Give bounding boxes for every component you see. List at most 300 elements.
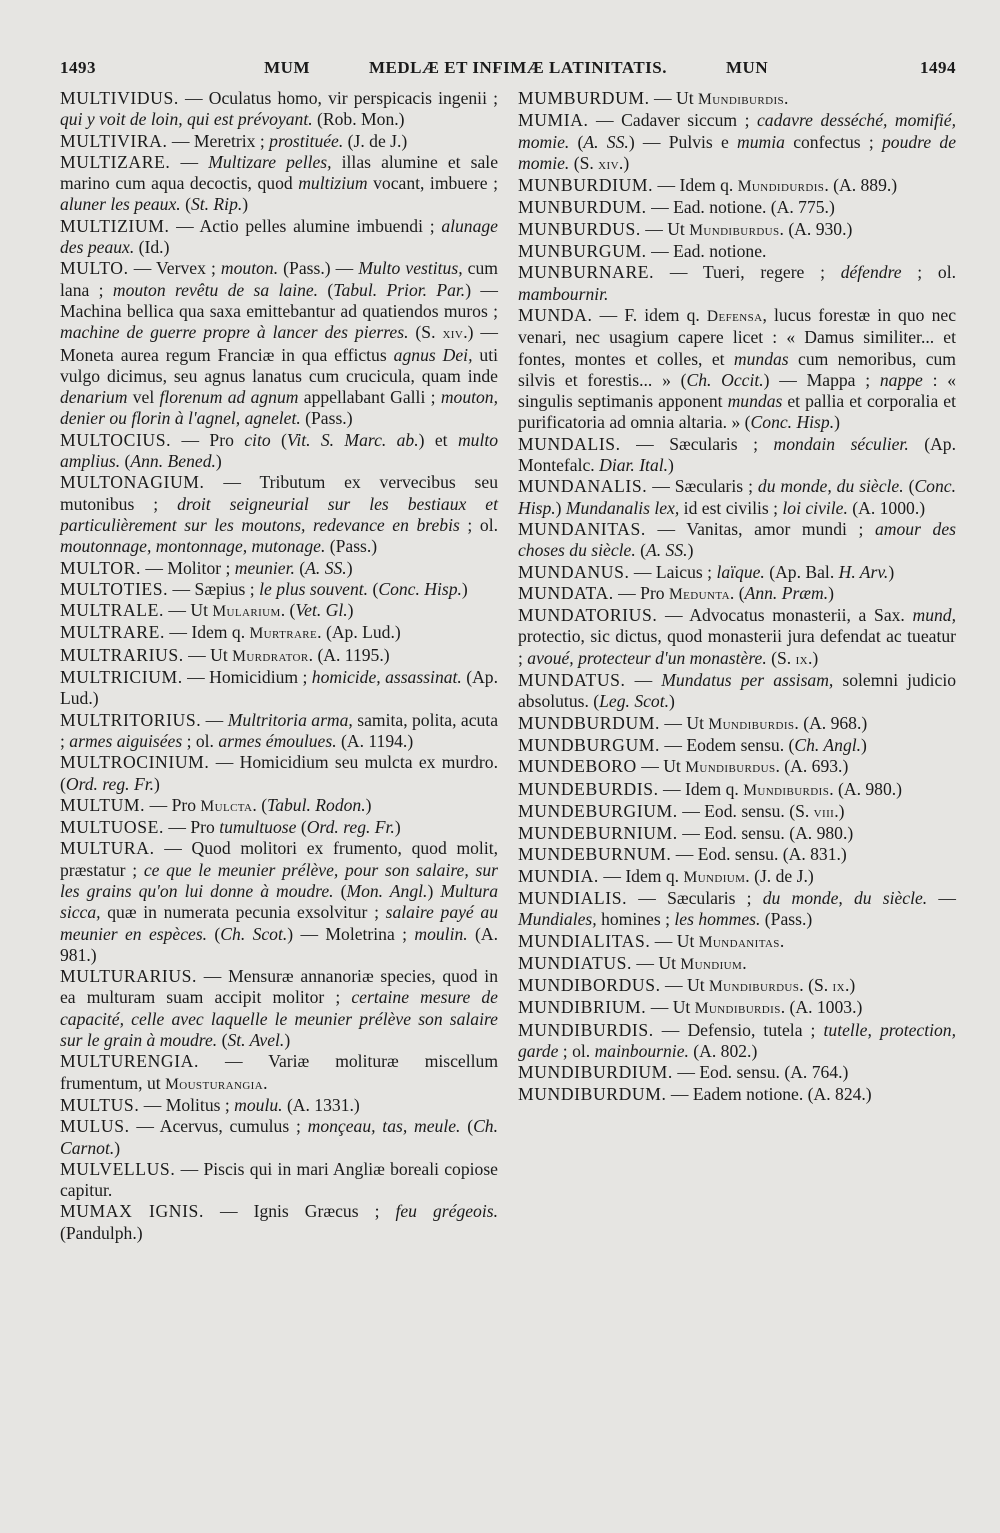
entry-headword: MUNDIATUS. (518, 952, 633, 973)
dictionary-entry (518, 476, 956, 519)
entry-text: ) (861, 734, 867, 755)
right-guide-word: MUN (726, 58, 769, 77)
entry-text: — Homicidium seu mulcta ex murdro. ( (60, 752, 498, 794)
entry-text: ) (242, 194, 249, 215)
gloss-italic: Ord. reg. Fr. (306, 817, 395, 838)
entry-text: . (779, 930, 785, 951)
entry-headword: MULUS. (60, 1116, 130, 1137)
entry-text: ( (180, 194, 191, 215)
dictionary-entry (518, 562, 956, 583)
entry-text: illas alumine et sale marino cum aqua decoctis, quod (60, 151, 499, 194)
cross-reference: Mundiburdis (694, 1000, 781, 1018)
entry-text: — Homicidium ; (182, 667, 312, 688)
entry-text: (J. de J.) (343, 130, 408, 151)
gloss-italic: poudre de momie. (518, 131, 957, 173)
entry-text: , lucus forestæ in quo nec venari, nec usagium capere licet : « Damus similiter... et fontes, montes et colles, et (518, 304, 957, 369)
entry-text: — Acervus, cumulus ; (129, 1116, 308, 1137)
gloss-italic: multizium (298, 173, 368, 194)
entry-text: (Rob. Mon.) (312, 109, 405, 130)
entry-headword: MULTROCINIUM. (60, 752, 210, 773)
gloss-italic: du monde, du siècle. (762, 887, 928, 908)
entry-text: . (A. 1003.) (780, 997, 863, 1018)
dictionary-entry (518, 605, 956, 670)
dictionary-entry (518, 670, 956, 713)
gloss-italic: Ch. Carnot. (60, 1116, 498, 1158)
gloss-italic: tutelle, protection, garde (518, 1019, 957, 1062)
gloss-italic: A. SS. (583, 131, 629, 152)
cross-reference: Mundiburdis (708, 715, 795, 733)
entry-text: — Ut (636, 756, 686, 777)
dictionary-entry (60, 579, 498, 600)
gloss-italic: meunier. (234, 557, 295, 578)
entry-text: — Idem q. (653, 175, 738, 196)
entry-text: ) (114, 1137, 121, 1158)
entry-text: ( (207, 923, 221, 944)
gloss-italic: loi civile. (782, 497, 848, 518)
cross-reference: Mulcta (200, 797, 253, 815)
dictionary-entry (60, 1159, 498, 1202)
entry-text: — Meretrix ; (167, 130, 270, 151)
dictionary-entry (518, 583, 956, 605)
gloss-italic: A. SS. (305, 557, 347, 578)
dictionary-entry (518, 779, 956, 801)
entry-headword: MUNDANUS. (518, 561, 630, 582)
dictionary-entry (518, 713, 956, 735)
cross-reference: Mousturangia (165, 1075, 264, 1093)
entry-text: — Quod molitori ex frumento, quod molit, præstatur ; (60, 838, 498, 880)
gloss-italic: H. Arv. (838, 561, 889, 582)
gloss-italic: moulin. (414, 923, 468, 944)
entry-text: ) (888, 561, 895, 582)
entry-headword: MUNDIBURDIS. (518, 1019, 654, 1040)
gloss-italic: salaire payé au meunier en espèces. (60, 902, 498, 944)
entry-text: ) et (418, 429, 458, 450)
entry-headword: MUNBURDUM. (518, 197, 647, 218)
entry-text: . (S. (799, 975, 833, 996)
entry-text: — Ut (632, 952, 681, 973)
entry-text: ) (427, 880, 441, 901)
entry-text: . (A. 889.) (824, 175, 898, 196)
page-title: MEDLÆ ET INFIMÆ LATINITATIS. (368, 58, 667, 77)
entry-text: — (170, 151, 209, 172)
gloss-italic: Ann. Bened. (130, 451, 216, 472)
gloss-italic: certaine mesure de capacité, celle avec laquelle le meunier prélève son salaire sur le grain à moudre. (60, 987, 498, 1051)
entry-headword: MUNDEBURGIUM. (518, 800, 678, 821)
cross-reference: Mundanitas (698, 933, 780, 951)
entry-text: . (J. de J.) (745, 865, 814, 886)
gloss-italic: nappe (879, 369, 923, 390)
entry-text: ( (120, 451, 131, 472)
gloss-italic: mundas (727, 391, 783, 412)
cross-reference: Mundiburdis (698, 91, 785, 108)
entry-headword: MULTUM. (60, 794, 146, 815)
dictionary-entry (60, 838, 498, 966)
entry-text: ( (294, 557, 306, 578)
entry-text: — Defensio, tutela ; (653, 1019, 824, 1040)
dictionary-entry (518, 262, 956, 305)
entry-text: — Mensuræ annanoriæ species, quod in ea multuram suam accipit molitor ; (60, 966, 498, 1008)
gloss-italic: Multura sicca, (60, 880, 499, 923)
entry-text: — Ut (649, 88, 699, 108)
entry-headword: MUNBURNARE. (518, 262, 655, 283)
entry-headword: MUNDATA. (518, 582, 614, 603)
gloss-italic: machine de guerre propre à lancer des pierres. (60, 322, 409, 343)
gloss-italic: florenum ad agnum (159, 387, 299, 408)
entry-text: ) — Moletrina ; (287, 923, 415, 944)
dictionary-entry (60, 258, 498, 429)
two-column-body (60, 88, 956, 1244)
dictionary-entry (518, 1084, 956, 1105)
gloss-italic: droit seigneurial sur les bestiaux et particulièrement sur les moutons, redevance en brebis (60, 493, 498, 535)
entry-text: ( (460, 1116, 474, 1137)
entry-text: (Id.) (134, 237, 170, 258)
left-page-number: 1493 (60, 58, 96, 77)
entry-text: — Eod. sensu. (A. 764.) (672, 1062, 849, 1083)
gloss-italic: agnus Dei, (393, 344, 473, 365)
entry-text: . ( (252, 794, 268, 815)
entry-text: samita, polita, acuta ; (60, 709, 499, 751)
dictionary-entry (518, 801, 956, 823)
cross-reference: Mundiburdus (685, 759, 776, 777)
entry-text: .) (844, 975, 856, 996)
gloss-italic: Ord. reg. Fr. (65, 773, 154, 794)
cross-reference: Mundium (680, 955, 743, 973)
entry-headword: MULTRALE. (60, 600, 164, 621)
entry-text: — Ut (660, 712, 709, 733)
left-guide-word: MUM (264, 58, 310, 77)
entry-headword: MUNDANITAS. (518, 518, 646, 539)
entry-headword: MULTRITORIUS. (60, 709, 202, 730)
entry-text: (Pandulph.) (60, 1222, 143, 1243)
entry-text: . (A. 1195.) (308, 644, 390, 665)
entry-text: (Pass.) — (278, 258, 359, 279)
gloss-italic: armes émoulues. (218, 730, 337, 751)
entry-headword: MUMAX IGNIS. (60, 1201, 204, 1222)
entry-text: — Actio pelles alumine imbuendi ; (169, 215, 442, 236)
entry-text: ; ol. (459, 514, 498, 535)
gloss-italic: mouton revêtu de sa laine. (112, 279, 319, 300)
entry-text: .) (834, 800, 845, 821)
entry-headword: MULTURA. (60, 838, 155, 859)
dictionary-entry (60, 622, 498, 644)
entry-text: ) (365, 794, 372, 815)
entry-headword: MULTUS. (60, 1094, 140, 1115)
dictionary-entry (518, 844, 956, 865)
entry-text: — Pro (171, 429, 245, 450)
dictionary-entry (60, 88, 498, 131)
entry-headword: MUNDATUS. (518, 670, 626, 691)
gloss-italic: Ch. Angl. (794, 734, 862, 755)
entry-text: . (A. 930.) (779, 218, 853, 239)
entry-text: — Molitor ; (140, 557, 235, 578)
entry-text: — Eod. sensu. (S. (677, 800, 814, 821)
entry-headword: MULTO. (60, 258, 129, 279)
entry-text: (Pass.) (760, 909, 813, 930)
entry-text: — Sæpius ; (168, 578, 260, 599)
entry-text: — Ignis Græcus ; (203, 1201, 396, 1222)
entry-text: ) (346, 557, 353, 578)
dictionary-entry (518, 997, 956, 1019)
gloss-italic: amour des choses du siècle. (518, 518, 957, 561)
entry-text: ; ol. (182, 730, 219, 751)
entry-text: — Ut (646, 997, 695, 1018)
entry-text: ) (828, 582, 835, 603)
dictionary-entry (60, 558, 498, 579)
running-header (60, 58, 956, 88)
cross-reference: Murdrator (232, 647, 309, 665)
entry-text: . (A. 968.) (794, 712, 868, 733)
entry-text: . ( (280, 600, 296, 621)
entry-text: . ( (729, 582, 745, 603)
gloss-italic: alunage des peaux. (60, 215, 498, 258)
gloss-italic: mouton, denier ou florin à l'agnel, agnelet. (60, 387, 498, 429)
gloss-italic: qui y voit de loin, qui est prévoyant. (60, 109, 313, 130)
dictionary-entry (60, 1051, 498, 1095)
dictionary-entry (60, 966, 498, 1051)
gloss-italic: moulu. (234, 1094, 283, 1115)
entry-headword: MUNDIBRIUM. (518, 997, 647, 1018)
entry-text: ) (154, 773, 160, 794)
gloss-italic: Multo vestitus, (358, 258, 463, 279)
entry-text: — (927, 887, 956, 908)
gloss-italic: Mundatus per assisam, (661, 670, 834, 691)
gloss-italic: Vit. S. Marc. ab. (286, 429, 419, 450)
dictionary-entry (60, 216, 498, 259)
cross-reference: Mundidurdis (737, 178, 825, 196)
entry-text: ; ol. (901, 262, 956, 283)
dictionary-entry (60, 710, 498, 753)
gloss-italic: Tabul. Rodon. (267, 794, 366, 815)
gloss-italic: avoué, protecteur d'un monastère. (527, 647, 767, 668)
entry-headword: MULTOR. (60, 557, 141, 578)
gloss-italic: laïque. (716, 561, 765, 582)
dictionary-entry (60, 1201, 498, 1244)
entry-text: ) (394, 817, 401, 838)
entry-text: . (A. 980.) (829, 778, 903, 799)
entry-text: — Ut (183, 644, 233, 665)
entry-text: . (Ap. Lud.) (317, 622, 401, 643)
entry-text: — Molitus ; (139, 1094, 235, 1115)
gloss-italic: Mundiales, (518, 909, 597, 930)
entry-headword: MULTRARIUS. (60, 644, 184, 665)
entry-headword: MUNDIA. (518, 865, 599, 886)
entry-text: ; ol. (558, 1041, 595, 1062)
entry-text: (S. (766, 647, 796, 668)
entry-text: (Ap. Lud.) (60, 667, 498, 709)
entry-text: — Variæ molituræ miscellum frumentum, ut (60, 1051, 498, 1093)
gloss-italic: Ch. Occit. (686, 369, 764, 390)
gloss-italic: du monde, du siècle. (757, 476, 904, 497)
entry-text: ) — Mappa ; (763, 369, 880, 390)
dictionary-entry (518, 975, 956, 997)
cross-reference: viii (813, 803, 835, 821)
cross-reference: Mundiburdis (743, 781, 830, 799)
entry-headword: MULTONAGIUM. (60, 472, 205, 493)
entry-text: — Ut (650, 930, 699, 951)
entry-text: — Pro (145, 794, 201, 815)
gloss-italic: mambournir. (518, 283, 609, 304)
entry-text: — Eod. sensu. (A. 980.) (677, 823, 854, 844)
entry-text: ( (635, 540, 647, 561)
dictionary-entry (518, 88, 956, 110)
gloss-italic: Ann. Præm. (744, 582, 829, 603)
entry-text: . (A. 693.) (775, 756, 849, 777)
entry-text: vocant, imbuere ; (367, 173, 498, 194)
dictionary-entry (518, 1062, 956, 1083)
dictionary-entry (518, 197, 956, 218)
entry-text: cum nemoribus, cum silvis et forestis... » ( (518, 348, 956, 390)
entry-text: solemni judicio absolutus. ( (518, 670, 957, 712)
cross-reference: ix (832, 978, 845, 996)
entry-text: ( (296, 817, 307, 838)
entry-text: — Vanitas, amor mundi ; (645, 518, 875, 539)
entry-text: — Cadaver siccum ; (588, 110, 757, 131)
entry-text: : « singulis septimanis apponent (518, 369, 957, 412)
entry-text: confectus ; (784, 131, 882, 152)
entry-text: — Ut (640, 218, 690, 239)
entry-headword: MUNDEBURNIUM. (518, 823, 678, 844)
cross-reference: ix (795, 650, 808, 668)
gloss-italic: St. Avel. (227, 1030, 285, 1051)
entry-text: — Advocatus monasterii, a Sax. (657, 605, 913, 626)
entry-text: uti vulgo dicimus, seu agnus lanatus cum crucicula, quam inde (60, 344, 498, 386)
cross-reference: Murtrare (249, 625, 318, 643)
entry-text: (S. (408, 322, 443, 343)
entry-text: — Piscis qui in mari Angliæ boreali copiose capitur. (60, 1158, 498, 1201)
entry-text: (A. 1331.) (282, 1094, 360, 1115)
entry-headword: MULTIVIDUS. (60, 88, 179, 108)
entry-text: ) (347, 600, 354, 621)
entry-headword: MULTRARE. (60, 622, 165, 643)
gloss-italic: A. SS. (646, 540, 688, 561)
gloss-italic: Diar. Ital. (599, 455, 669, 476)
entry-text: — Pro (163, 817, 220, 838)
entry-text: (S. (569, 152, 599, 173)
gloss-italic: homicide, assassinat. (311, 667, 462, 688)
right-page-number: 1494 (920, 58, 956, 77)
entry-headword: MUNDEBURDIS. (518, 778, 659, 799)
entry-text: — Eod. sensu. (A. 831.) (671, 844, 847, 865)
gloss-italic: monçeau, tas, meule. (307, 1116, 461, 1137)
entry-text: appellabant Galli ; (298, 387, 441, 408)
entry-text: — Ut (660, 975, 709, 996)
entry-text: ) — Machina bellica qua saxa emittebantur ad quatiendos muros ; (60, 279, 498, 321)
gloss-italic: prostituée. (269, 130, 344, 151)
entry-text: ( (569, 131, 584, 152)
entry-headword: MUNDIBORDUS. (518, 975, 661, 996)
entry-text: — Eadem notione. (A. 824.) (666, 1083, 872, 1104)
entry-text: protectio, sic dictus, quod monasterii jura defendat ac tueatur ; (518, 626, 956, 668)
gloss-italic: cadavre desséché, momifié, momie. (518, 110, 956, 152)
dictionary-entry (518, 735, 956, 756)
dictionary-entry (518, 175, 956, 197)
dictionary-entry (518, 110, 956, 175)
cross-reference: Defensa (706, 307, 763, 325)
gloss-italic: Mundanalis lex, (565, 497, 680, 518)
dictionary-entry (60, 795, 498, 817)
entry-headword: MULVELLUS. (60, 1158, 176, 1179)
entry-headword: MUNDIALITAS. (518, 930, 651, 951)
entry-text: ( (270, 429, 287, 450)
entry-headword: MUNDBURDUM. (518, 712, 660, 733)
entry-headword: MULTIVIRA. (60, 130, 168, 151)
gloss-italic: Conc. Hisp. (518, 476, 956, 518)
gloss-italic: Ch. Scot. (220, 923, 288, 944)
entry-text: ( (903, 476, 915, 497)
entry-text: (Pass.) (300, 408, 353, 429)
entry-text: .) — Moneta aurea regum Franciæ in qua effictus (60, 322, 499, 365)
entry-text: ) (669, 691, 675, 712)
gloss-italic: St. Rip. (190, 194, 243, 215)
entry-text: vel (127, 387, 160, 408)
dictionary-entry (60, 752, 498, 795)
gloss-italic: mundas (733, 348, 789, 369)
gloss-italic: tumultuose (219, 817, 297, 838)
entry-text: — Tributum ex vervecibus seu mutonibus ; (60, 472, 498, 514)
gloss-italic: mainbournie. (594, 1041, 689, 1062)
gloss-italic: moutonnage, montonnage, mutonage. (60, 536, 326, 557)
entry-headword: MUNDBURGUM. (518, 734, 660, 755)
dictionary-entry (518, 931, 956, 953)
dictionary-entry (518, 756, 956, 778)
dictionary-entry (518, 519, 956, 562)
gloss-italic: denarium (60, 387, 128, 408)
entry-headword: MUNDATORIUS. (518, 605, 658, 626)
cross-reference: Mundiburdus (708, 978, 800, 996)
entry-text: — (625, 670, 662, 691)
entry-headword: MULTRICIUM. (60, 667, 183, 688)
gloss-italic: ce que le meunier prélève, pour son salaire, sur les grains qu'on lui donne à moudre. (60, 859, 498, 901)
entry-headword: MULTUOSE. (60, 817, 164, 838)
entry-text: ( (217, 1030, 228, 1051)
entry-headword: MUNDIBURDIUM. (518, 1062, 673, 1083)
gloss-italic: Leg. Scot. (599, 691, 670, 712)
entry-headword: MUNDANALIS. (518, 476, 648, 497)
entry-text: — Oculatus homo, vir perspicacis ingenii ; (178, 88, 498, 108)
gloss-italic: Conc. Hisp. (378, 578, 462, 599)
cross-reference: xiv (442, 325, 464, 343)
entry-headword: MUNDIBURDUM. (518, 1083, 667, 1104)
entry-headword: MULTIZARE. (60, 151, 171, 172)
entry-headword: MUMBURDUM. (518, 88, 650, 108)
entry-text: ) (687, 540, 694, 561)
gloss-italic: cito (244, 429, 271, 450)
gloss-italic: le plus souvent. (259, 578, 369, 599)
entry-text: — Ead. notione. (A. 775.) (646, 197, 835, 218)
entry-text: — (201, 709, 228, 730)
entry-text: quæ in numerata pecunia exsolvitur ; (100, 902, 386, 923)
entry-text: .) (618, 152, 630, 173)
entry-text: — Idem q. (658, 778, 744, 799)
dictionary-entry (518, 219, 956, 241)
entry-text: . (263, 1072, 268, 1093)
cross-reference: Mundium (683, 868, 746, 886)
dictionary-entry (518, 305, 956, 434)
entry-text: ( (368, 578, 379, 599)
entry-text: id est civilis ; (679, 497, 783, 518)
entry-text: ) (834, 412, 840, 433)
entry-headword: MUNDIALIS. (518, 887, 628, 908)
gloss-italic: mondain séculier. (773, 433, 909, 454)
entry-text: (A. 802.) (688, 1041, 758, 1062)
gloss-italic: multo amplius. (60, 429, 499, 472)
entry-text: — Ead. notione. (646, 241, 767, 262)
entry-headword: MUNBURDIUM. (518, 175, 654, 196)
gloss-italic: feu grégeois. (395, 1201, 498, 1222)
entry-text: et pallia et corporalia et purificatoria ad omnia altaria. » ( (518, 391, 956, 433)
entry-text: . (742, 952, 747, 973)
dictionary-entry (60, 131, 498, 152)
